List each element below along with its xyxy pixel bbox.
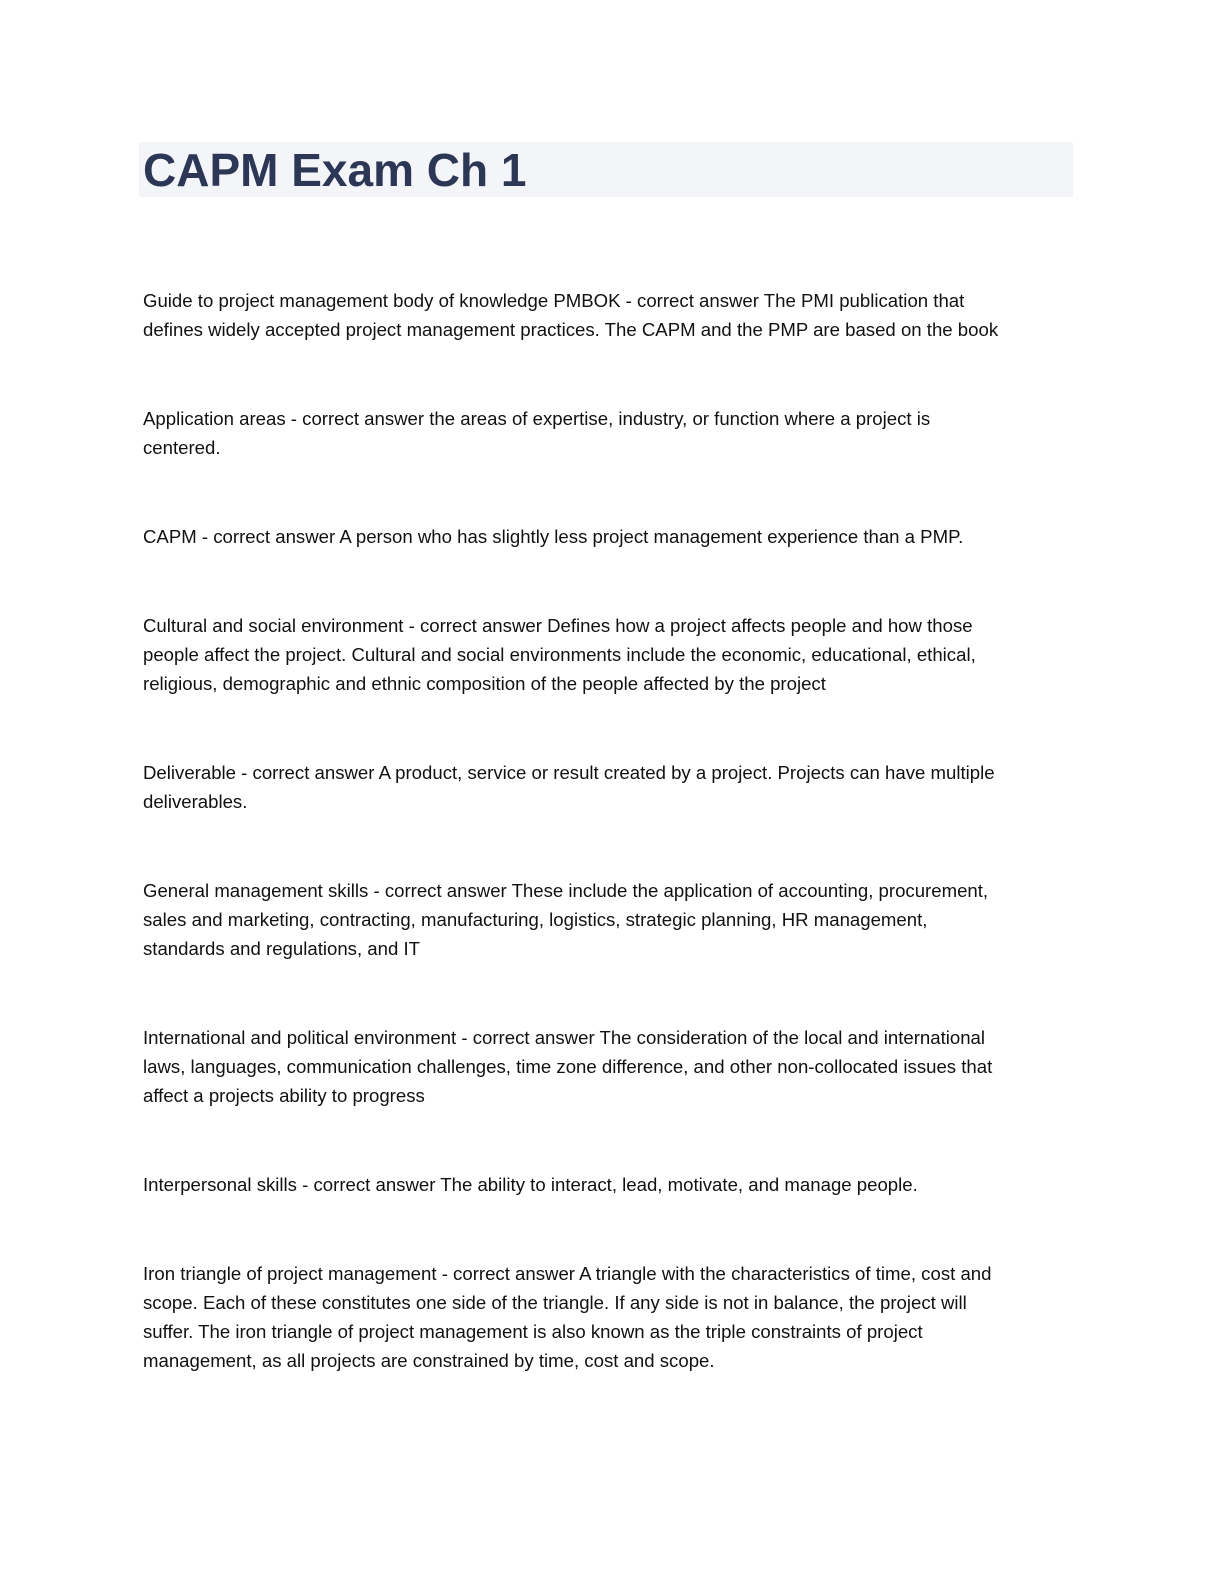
entry-line: suffer. The iron triangle of project management is also known as the triple constraints of project xyxy=(143,1321,923,1342)
page-title: CAPM Exam Ch 1 xyxy=(143,144,527,196)
flashcard-entry-deliverable xyxy=(143,758,1073,816)
title-band xyxy=(139,142,1073,197)
entry-line: religious, demographic and ethnic composition of the people affected by the project xyxy=(143,673,826,694)
flashcard-list xyxy=(143,286,1073,1435)
flashcard-entry-general-management xyxy=(143,876,1073,963)
entry-line: Interpersonal skills - correct answer The ability to interact, lead, motivate, and manage people. xyxy=(143,1174,918,1195)
entry-line: management, as all projects are constrained by time, cost and scope. xyxy=(143,1350,715,1371)
entry-line: deliverables. xyxy=(143,791,248,812)
entry-line: centered. xyxy=(143,437,221,458)
flashcard-entry-interpersonal xyxy=(143,1170,1073,1199)
entry-line: scope. Each of these constitutes one side of the triangle. If any side is not in balance, the project will xyxy=(143,1292,967,1313)
flashcard-entry-pmbok xyxy=(143,286,1073,344)
entry-line: affect a projects ability to progress xyxy=(143,1085,425,1106)
entry-line: people affect the project. Cultural and social environments include the economic, educational, ethical, xyxy=(143,644,976,665)
entry-line: Guide to project management body of knowledge PMBOK - correct answer The PMI publication that xyxy=(143,290,965,311)
entry-line: Application areas - correct answer the areas of expertise, industry, or function where a project is xyxy=(143,408,931,429)
entry-line: standards and regulations, and IT xyxy=(143,938,421,959)
flashcard-entry-application-areas xyxy=(143,404,1073,462)
entry-line: International and political environment - correct answer The consideration of the local and international xyxy=(143,1027,986,1048)
entry-line: sales and marketing, contracting, manufacturing, logistics, strategic planning, HR management, xyxy=(143,909,928,930)
flashcard-entry-cultural-social xyxy=(143,611,1073,698)
entry-line: laws, languages, communication challenges, time zone difference, and other non-collocated issues that xyxy=(143,1056,993,1077)
entry-line: CAPM - correct answer A person who has slightly less project management experience than a PMP. xyxy=(143,526,964,547)
flashcard-entry-international-political xyxy=(143,1023,1073,1110)
entry-line: defines widely accepted project management practices. The CAPM and the PMP are based on the book xyxy=(143,319,999,340)
entry-line: General management skills - correct answer These include the application of accounting, procurement, xyxy=(143,880,989,901)
entry-line: Deliverable - correct answer A product, service or result created by a project. Projects can have multiple xyxy=(143,762,995,783)
entry-line: Cultural and social environment - correct answer Defines how a project affects people and how those xyxy=(143,615,973,636)
flashcard-entry-capm xyxy=(143,522,1073,551)
entry-line: Iron triangle of project management - correct answer A triangle with the characteristics of time, cost and xyxy=(143,1263,992,1284)
flashcard-entry-iron-triangle xyxy=(143,1259,1073,1375)
